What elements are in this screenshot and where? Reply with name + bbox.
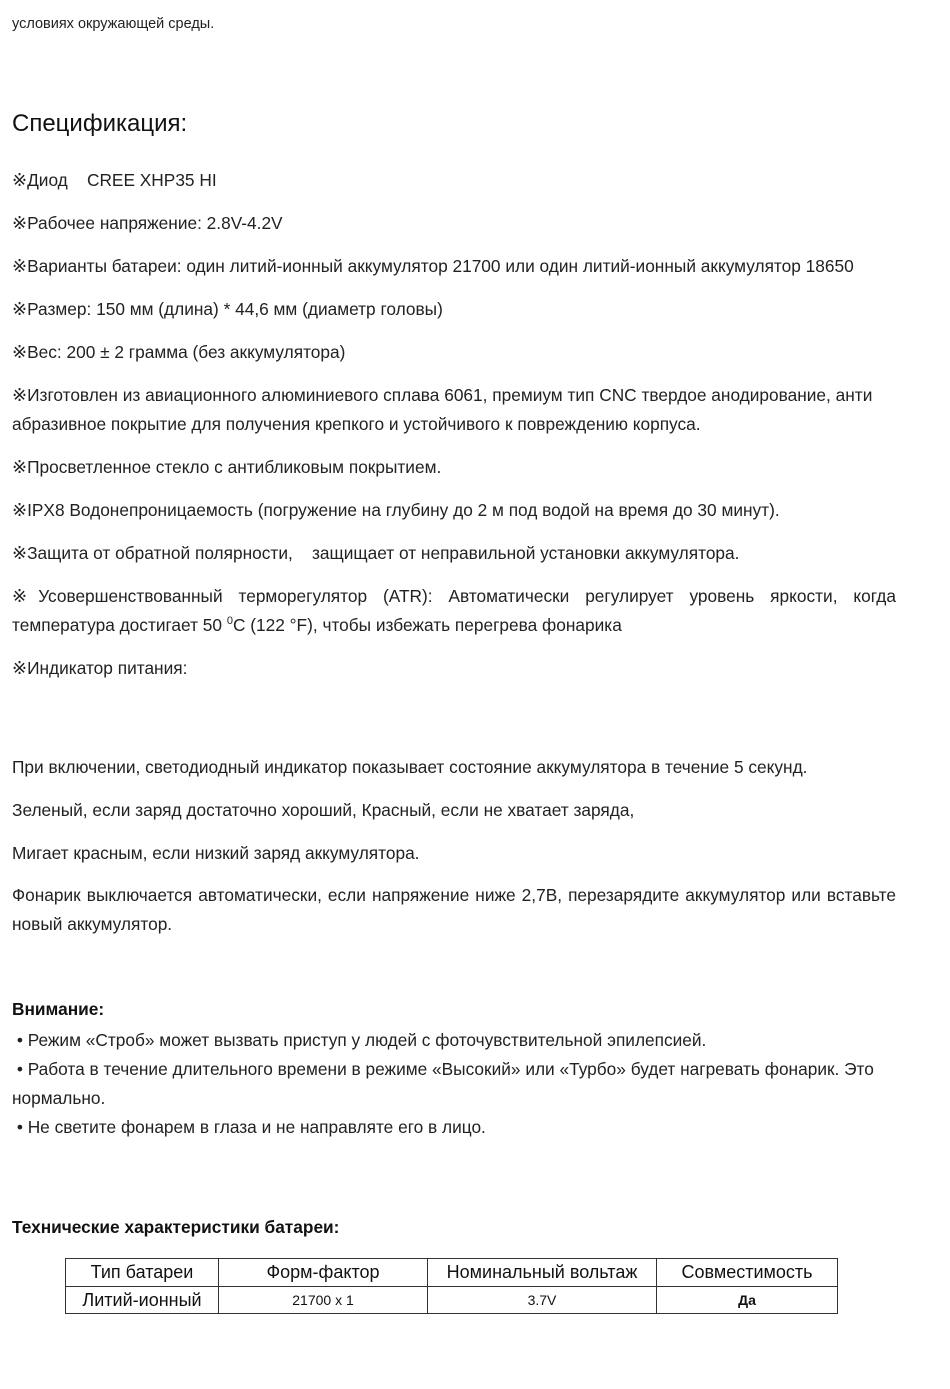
reference-mark-icon: ※ (12, 658, 28, 678)
table-header-cell: Номинальный вольтаж (428, 1259, 657, 1287)
intro-text: условиях окружающей среды. (12, 16, 215, 32)
spec-item-weight: ※Вес: 200 ± 2 грамма (без аккумулятора) (12, 342, 346, 362)
reference-mark-icon: ※ (12, 256, 28, 276)
spec-list (12, 166, 896, 697)
spec-item-indicator: ※Индикатор питания: (12, 658, 188, 678)
spec-item-polarity: ※Защита от обратной полярности, защищает от неправильной установки аккумулятора. (12, 543, 740, 563)
reference-mark-icon: ※ (12, 500, 28, 520)
warning-item: • Не светите фонарем в глаза и не направляте его в лицо. (16, 1117, 486, 1137)
table-row (66, 1287, 838, 1314)
reference-mark-icon: ※ (12, 457, 28, 477)
table-cell: 21700 x 1 (219, 1287, 428, 1314)
battery-table-title: Технические характеристики батареи: (12, 1217, 340, 1237)
degree-superscript: 0 (226, 615, 233, 628)
spec-item-voltage: ※Рабочее напряжение: 2.8V-4.2V (12, 213, 283, 233)
spec-item-glass: ※Просветленное стекло с антибликовым покрытием. (12, 457, 442, 477)
spec-item-diode: ※Диод CREE XHP35 HI (12, 170, 217, 190)
table-cell: Литий-ионный (66, 1287, 219, 1314)
indicator-line-4: Фонарик выключается автоматически, если напряжение ниже 2,7В, перезарядите аккумулятор или вставьте новый аккумулятор. (12, 885, 896, 934)
reference-mark-icon: ※ (12, 299, 28, 319)
indicator-line-1: При включении, светодиодный индикатор показывает состояние аккумулятора в течение 5 секунд. (12, 757, 808, 777)
spec-heading: Спецификация: (12, 110, 188, 137)
reference-mark-icon: ※ (12, 170, 28, 190)
table-header-row (66, 1259, 838, 1287)
reference-mark-icon: ※ (12, 543, 28, 563)
warning-item: • Работа в течение длительного времени в режиме «Высокий» или «Турбо» будет нагревать фонарик. Это нормально. (12, 1059, 874, 1108)
spec-item-thermal: ※Усовершенствованный терморегулятор (ATR): Автоматически регулирует уровень яркости, когда температура достигает 50 $^0$C (122 °F), чтобы избежать перегрева фонарика (12, 586, 896, 635)
reference-mark-icon: ※ (12, 586, 39, 606)
indicator-line-3: Мигает красным, если низкий заряд аккумулятора. (12, 843, 420, 863)
reference-mark-icon: ※ (12, 213, 28, 233)
battery-table (65, 1258, 838, 1314)
bullet-icon: • (16, 1030, 23, 1050)
table-cell: Да (657, 1287, 838, 1314)
table-header-cell: Тип батареи (66, 1259, 219, 1287)
warning-list (12, 1026, 896, 1142)
warning-item: • Режим «Строб» может вызвать приступ у людей с фоточувствительной эпилепсией. (16, 1030, 707, 1050)
spec-item-waterproof: ※IPX8 Водонепроницаемость (погружение на глубину до 2 м под водой на время до 30 минут). (12, 500, 780, 520)
indicator-line-2: Зеленый, если заряд достаточно хороший, Красный, если не хватает заряда, (12, 800, 635, 820)
bullet-icon: • (16, 1117, 23, 1137)
spec-item-size: ※Размер: 150 мм (длина) * 44,6 мм (диаметр головы) (12, 299, 443, 319)
table-cell: 3.7V (428, 1287, 657, 1314)
spec-item-material: ※Изготовлен из авиационного алюминиевого сплава 6061, премиум тип CNC твердое анодирование, анти абразивное покрытие для получения крепкого и устойчивого к повреждению корпуса. (12, 385, 873, 434)
table-header-cell: Форм-фактор (219, 1259, 428, 1287)
warning-title: Внимание: (12, 999, 105, 1019)
reference-mark-icon: ※ (12, 385, 28, 405)
table-header-cell: Совместимость (657, 1259, 838, 1287)
bullet-icon: • (16, 1059, 23, 1079)
reference-mark-icon: ※ (12, 342, 28, 362)
spec-item-battery: ※Варианты батареи: один литий-ионный аккумулятор 21700 или один литий-ионный аккумулятор 18650 (12, 256, 854, 276)
